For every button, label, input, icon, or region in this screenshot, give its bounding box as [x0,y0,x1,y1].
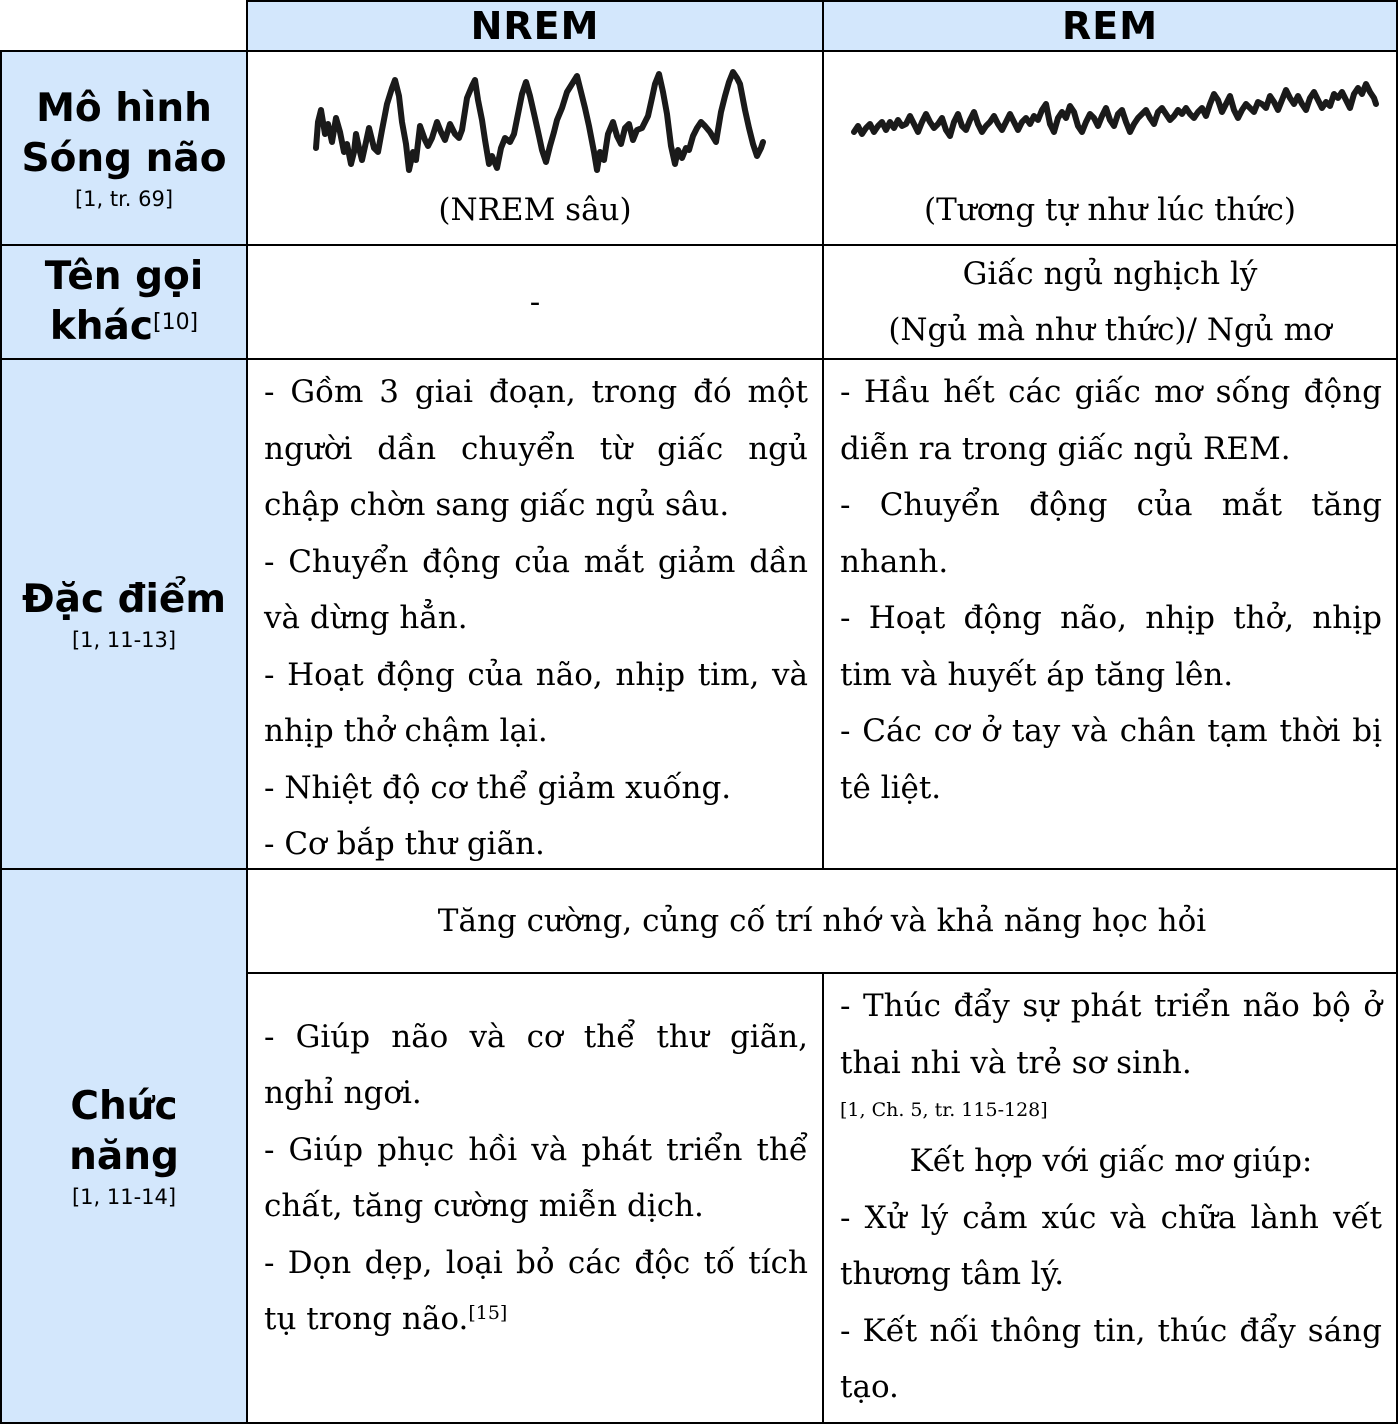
row-header-functions-ref: [1, 11-14] [71,1185,177,1209]
shared-function-text: Tăng cường, củng cố trí nhớ và khả năng học hỏi [437,903,1207,939]
rem-wave-caption-wrap [824,182,1396,238]
nrem-feature-item: - Gồm 3 giai đoạn, trong đó một người dần chuyển từ giấc ngủ chập chờn sang giấc ngủ sâu. [264,374,808,523]
nrem-deep-wave-image [248,52,822,186]
nrem-function-item-last [264,1235,808,1348]
rem-feature-item: - Hoạt động não, nhịp thở, nhịp tim và huyết áp tăng lên. [840,600,1382,693]
rem-function-item-ref: [1, Ch. 5, tr. 115-128] [840,1099,1048,1121]
nrem-wave-caption: (NREM sâu) [438,192,632,228]
nrem-functions-cell [246,972,824,1424]
row-header-brainwave-line1: Mô hình [36,86,212,131]
row-header-functions-line1: Chức [70,1084,178,1129]
rem-feature-item: - Các cơ ở tay và chân tạm thời bị tê liệt. [840,713,1382,806]
nrem-function-item: - Giúp phục hồi và phát triển thể chất, tăng cường miễn dịch. [264,1131,808,1224]
row-header-functions [0,868,248,1424]
rem-other-names-cell [822,244,1398,360]
nrem-feature-item: - Nhiệt độ cơ thể giảm xuống. [264,769,732,806]
rem-function-item: - Kết nối thông tin, thúc đẩy sáng tạo. [840,1312,1382,1405]
rem-wave-caption: (Tương tự như lúc thức) [923,192,1297,228]
column-header-rem [822,0,1398,52]
rem-function-subhead: Kết hợp với giấc mơ giúp: [909,1143,1313,1179]
row-header-brainwave-ref: [1, tr. 69] [74,187,174,211]
rem-function-item: - Thúc đẩy sự phát triển não bộ ở thai nhi và trẻ sơ sinh. [840,988,1382,1081]
column-header-nrem [246,0,824,52]
rem-other-names-line1: Giấc ngủ nghịch lý [962,256,1258,292]
shared-function-cell [246,868,1398,974]
rem-wave-image [824,52,1396,186]
rem-feature-item: - Chuyển động của mắt tăng nhanh. [840,487,1382,580]
rem-other-names-line2: (Ngủ mà như thức)/ Ngủ mơ [888,312,1332,348]
row-header-features-ref: [1, 11-13] [71,628,177,652]
row-header-brainwave [0,50,248,246]
rem-feature-item: - Hầu hết các giấc mơ sống động diễn ra trong giấc ngủ REM. [840,374,1382,467]
nrem-function-item: - Giúp não và cơ thể thư giãn, nghỉ ngơi. [264,1018,808,1111]
column-header-rem-label: REM [1061,4,1159,48]
row-header-other-names-sup: [10] [152,310,199,335]
rem-brainwave-cell [822,50,1398,246]
nrem-features-cell [246,358,824,870]
nrem-feature-item: - Cơ bắp thư giãn. [264,826,545,862]
nrem-wave-caption-wrap [248,182,822,238]
nrem-function-item-last-text: - Dọn dẹp, loại bỏ các độc tố tích tụ trong não. [264,1244,808,1337]
nrem-other-names-value: - [529,284,541,320]
nrem-brainwave-cell [246,50,824,246]
row-header-functions-line2: năng [69,1134,179,1179]
row-header-features-label: Đặc điểm [21,577,227,622]
row-header-brainwave-line2: Sóng não [21,136,227,181]
row-header-other-names-line2: khác [49,304,153,349]
column-header-nrem-label: NREM [470,4,600,48]
rem-functions-cell [822,972,1398,1424]
row-header-other-names-line2-wrap [50,302,198,352]
rem-function-item: - Xử lý cảm xúc và chữa lành vết thương tâm lý. [840,1199,1382,1292]
row-header-features [0,358,248,870]
nrem-function-item-last-sup: [15] [468,1302,508,1324]
row-header-other-names [0,244,248,360]
nrem-feature-item: - Hoạt động của não, nhịp tim, và nhịp thở chậm lại. [264,656,808,749]
nrem-feature-item: - Chuyển động của mắt giảm dần và dừng hẳn. [264,543,808,636]
rem-features-cell [822,358,1398,870]
row-header-other-names-line1: Tên gọi [44,254,204,299]
nrem-other-names-cell [246,244,824,360]
